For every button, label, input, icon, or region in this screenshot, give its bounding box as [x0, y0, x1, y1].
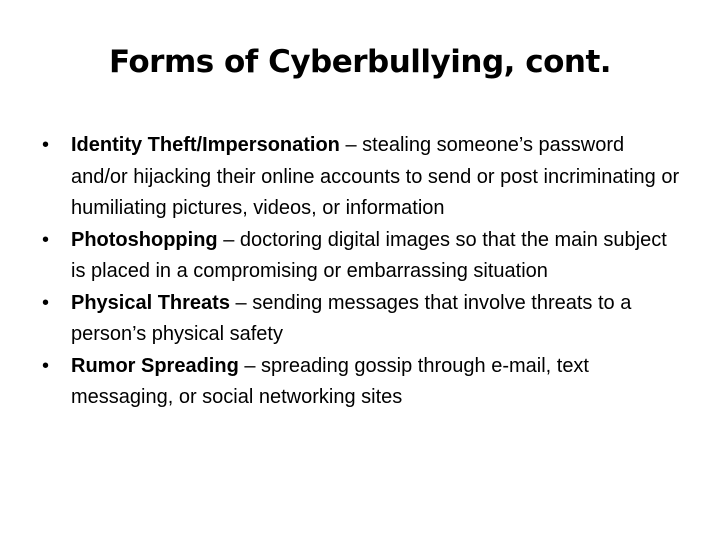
bullet-item-identity-theft	[42, 130, 682, 225]
bullet-description: – spreading gossip through e-mail, text messaging, or social networking sites	[71, 354, 589, 408]
bullet-term: Photoshopping	[71, 228, 218, 251]
bullet-description: – sending messages that involve threats to a person’s physical safety	[71, 291, 632, 345]
bullet-icon: •	[42, 134, 50, 156]
slide-title: Forms of Cyberbullying, cont.	[108, 44, 612, 80]
bullet-description: – stealing someone’s password and/or hijacking their online accounts to send or post incriminating or humiliating pictures, videos, or information	[71, 134, 680, 219]
bullet-description: – doctoring digital images so that the main subject is placed in a compromising or embarrassing situation	[71, 228, 667, 282]
bullet-term: Physical Threats	[71, 291, 230, 314]
bullet-term: Identity Theft/Impersonation	[71, 134, 340, 156]
bullet-icon: •	[42, 354, 50, 377]
bullet-icon: •	[42, 291, 50, 314]
bullet-item-physical-threats	[42, 288, 682, 351]
bullet-list	[42, 130, 682, 414]
bullet-icon: •	[42, 228, 50, 251]
bullet-term: Rumor Spreading	[71, 354, 239, 377]
bullet-item-rumor-spreading	[42, 351, 682, 414]
bullet-item-photoshopping	[42, 225, 682, 288]
